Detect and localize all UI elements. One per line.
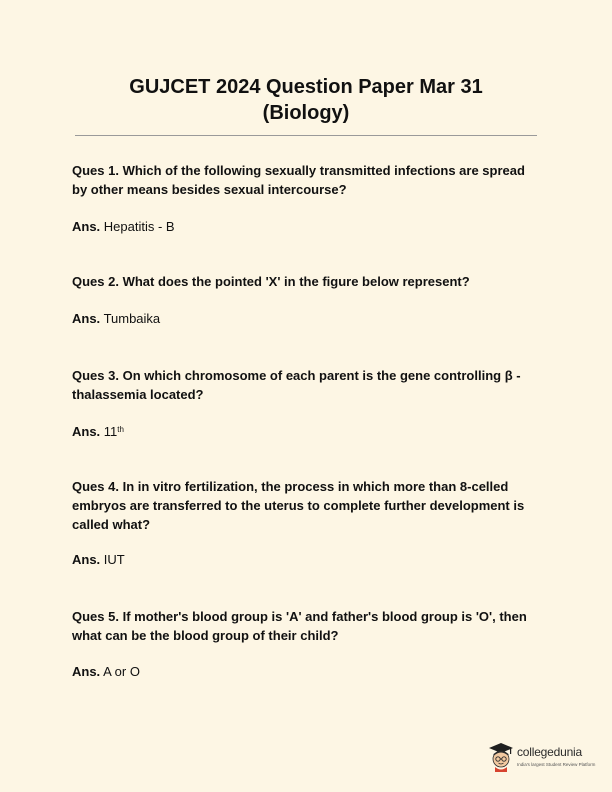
question-block-1 [72, 161, 542, 234]
title-divider [75, 135, 537, 136]
question-text: Ques 3. On which chromosome of each parent is the gene controlling β - thalassemia located? [72, 368, 521, 402]
question-text: Ques 5. If mother's blood group is 'A' and father's blood group is 'O', then what can be the blood group of their child? [72, 609, 527, 643]
question-text: Ques 1. Which of the following sexually transmitted infections are spread by other means besides sexual intercourse? [72, 163, 525, 197]
answer-label: Ans. [72, 664, 101, 679]
brand-tagline: India's largest Student Review Platform [517, 762, 596, 767]
answer-value: Hepatitis - B [103, 219, 175, 234]
question-block-3 [72, 366, 542, 439]
answer-label: Ans. [72, 219, 101, 234]
question-text: Ques 2. What does the pointed 'X' in the figure below represent? [72, 274, 470, 289]
answer-text [72, 310, 160, 328]
answer-value: Tumbaika [103, 311, 161, 326]
answer-text [72, 423, 124, 441]
question-block-5 [72, 607, 542, 679]
page-title [0, 74, 612, 126]
answer-superscript: th [117, 425, 124, 434]
answer-label: Ans. [72, 552, 101, 567]
answer-text [72, 663, 140, 681]
question-block-2 [72, 272, 542, 326]
answer-text [72, 551, 125, 569]
answer-value: IUT [103, 552, 125, 567]
answer-value: 11 [103, 424, 118, 439]
collegedunia-logo [488, 742, 598, 776]
answer-text [72, 218, 175, 236]
question-block-4 [72, 477, 542, 567]
answer-value: A or O [103, 664, 140, 679]
answer-label: Ans. [72, 311, 101, 326]
question-text: Ques 4. In in vitro fertilization, the process in which more than 8-celled embryos are transferred to the uterus to complete further development is called what? [72, 479, 525, 532]
collegedunia-mascot-icon [488, 742, 514, 772]
title-line-2: (Biology) [262, 102, 350, 124]
title-line-1: GUJCET 2024 Question Paper Mar 31 [129, 76, 483, 98]
brand-name: collegedunia [517, 745, 582, 759]
answer-label: Ans. [72, 424, 101, 439]
